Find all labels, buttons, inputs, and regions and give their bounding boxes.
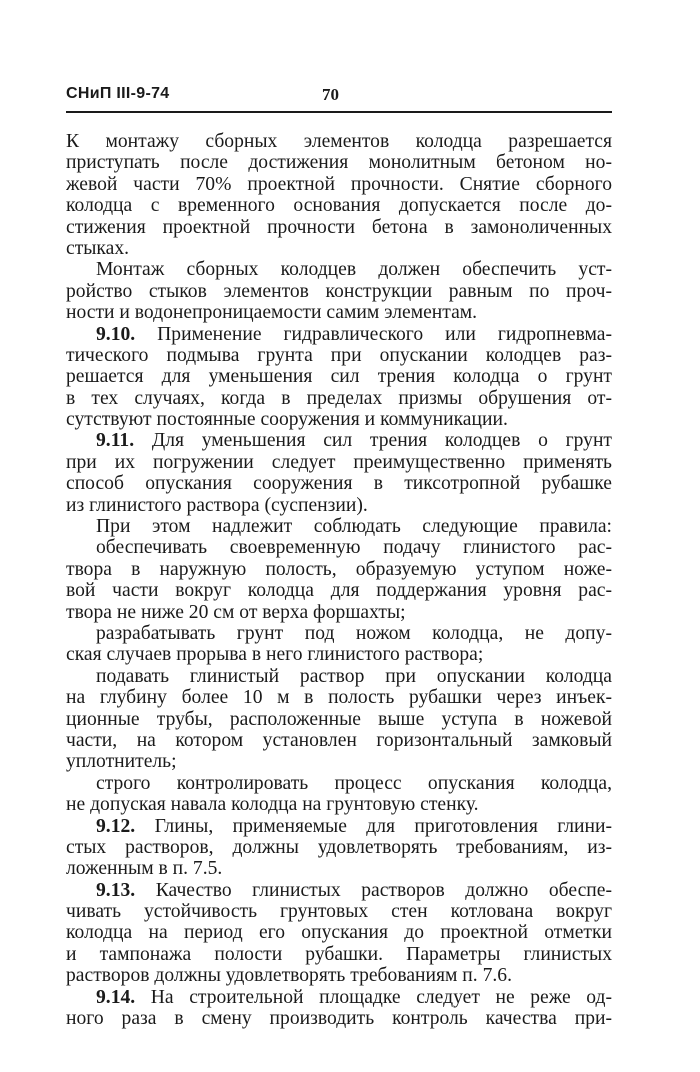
text-line [66,644,612,665]
line-text: стых растворов, должны удовлетворять требованиям, из- [66,836,612,858]
text-line [66,773,612,794]
text-line [66,430,612,451]
text-line [66,751,612,772]
line-text: жевой части 70% проектной прочности. Снятие сборного [66,173,612,195]
line-text: ности и водонепроницаемости самим элементам. [66,302,478,324]
line-text: уплотнитель; [66,751,177,773]
line-text: подавать глинистый раствор при опускании колодца [96,665,612,687]
text-line [66,944,612,965]
text-line [66,366,612,387]
line-text: приступать после достижения монолитным бетоном но- [66,152,612,174]
line-text: стыках. [66,237,130,259]
text-line [66,259,612,280]
line-text: стижения проектной прочности бетона в замоноличенных [66,216,612,238]
text-line [66,152,612,173]
text-line [66,623,612,644]
text-line [66,174,612,195]
line-text: чивать устойчивость грунтовых стен котлована вокруг [66,901,612,923]
line-text: ройство стыков элементов конструкции равным по проч- [66,280,612,302]
document-code: СНиП III-9-74 [66,85,170,102]
clause-number: 9.14. [96,986,136,1008]
text-line [66,217,612,238]
text-line [66,324,612,345]
line-text: На строительной площадке следует не реже од- [150,986,612,1008]
line-text: твора не ниже 20 см от верха форшахты; [66,601,406,623]
text-line [66,388,612,409]
text-line [66,559,612,580]
line-text: при их погружении следует преимущественно применять [66,451,612,473]
line-text: Глины, применяемые для приготовления глини- [154,815,612,837]
line-text: тического подмыва грунта при опускании колодцев раз- [66,344,612,366]
text-line [66,345,612,366]
text-line [66,473,612,494]
line-text: вой части вокруг колодца для поддержания уровня рас- [66,580,612,602]
line-text: решается для уменьшения сил трения колодца о грунт [66,366,612,388]
line-text: Применение гидравлического или гидропневма- [157,323,612,345]
line-text: на глубину более 10 м в полость рубашки через инъек- [66,687,612,709]
text-line [66,730,612,751]
text-line [66,452,612,473]
line-text: колодца с временного основания допускается после до- [66,195,612,217]
text-line [66,666,612,687]
text-line [66,858,612,879]
text-line [66,709,612,730]
line-text: Качество глинистых растворов должно обеспе- [155,879,612,901]
line-text: ложенным в п. 7.5. [66,858,223,880]
body-text [66,131,612,1029]
text-line [66,922,612,943]
text-line [66,816,612,837]
text-line [66,1008,612,1029]
text-line [66,238,612,259]
line-text: сутствуют постоянные сооружения и коммуникации. [66,409,508,431]
line-text: обеспечивать своевременную подачу глинистого рас- [96,537,612,559]
line-text: в тех случаях, когда в пределах призмы обрушения от- [66,387,612,409]
line-text: строго контролировать процесс опускания колодца, [96,772,612,794]
text-line [66,495,612,516]
line-text: ционные трубы, расположенные выше уступа в ножевой [66,708,612,730]
text-line [66,880,612,901]
text-line [66,195,612,216]
line-text: Монтаж сборных колодцев должен обеспечить уст- [96,259,612,281]
page-number: 70 [322,85,339,104]
clause-number: 9.10. [96,323,136,345]
line-text: При этом надлежит соблюдать следующие правила: [96,516,612,538]
text-line [66,281,612,302]
line-text: способ опускания сооружения в тиксотропной рубашке [66,473,612,495]
text-line [66,901,612,922]
text-line [66,580,612,601]
line-text: из глинистого раствора (суспензии). [66,494,368,516]
text-line [66,837,612,858]
line-text: и тампонажа полости рубашки. Параметры глинистых [66,943,612,965]
line-text: К монтажу сборных элементов колодца разрешается [66,131,612,152]
text-line [66,409,612,430]
text-line [66,602,612,623]
text-line [66,794,612,815]
line-text: растворов должны удовлетворять требованиям п. 7.6. [66,965,512,987]
line-text: части, на котором установлен горизонтальный замковый [66,729,612,751]
line-text: колодца на период его опускания до проектной отметки [66,922,612,944]
page-header [66,85,612,113]
line-text: ного раза в смену производить контроль качества при- [66,1008,612,1030]
text-line [66,131,612,152]
text-line [66,987,612,1008]
text-line [66,687,612,708]
clause-number: 9.13. [96,879,136,901]
line-text: разрабатывать грунт под ножом колодца, не допу- [96,622,612,644]
text-line [66,302,612,323]
text-line [66,537,612,558]
clause-number: 9.11. [96,430,135,452]
line-text: не допуская навала колодца на грунтовую стенку. [66,794,479,816]
text-line [66,516,612,537]
clause-number: 9.12. [96,815,136,837]
line-text: ская случаев прорыва в него глинистого раствора; [66,644,484,666]
line-text: твора в наружную полость, образуемую уступом ноже- [66,558,612,580]
line-text: Для уменьшения сил трения колодцев о грунт [151,430,612,452]
text-line [66,965,612,986]
